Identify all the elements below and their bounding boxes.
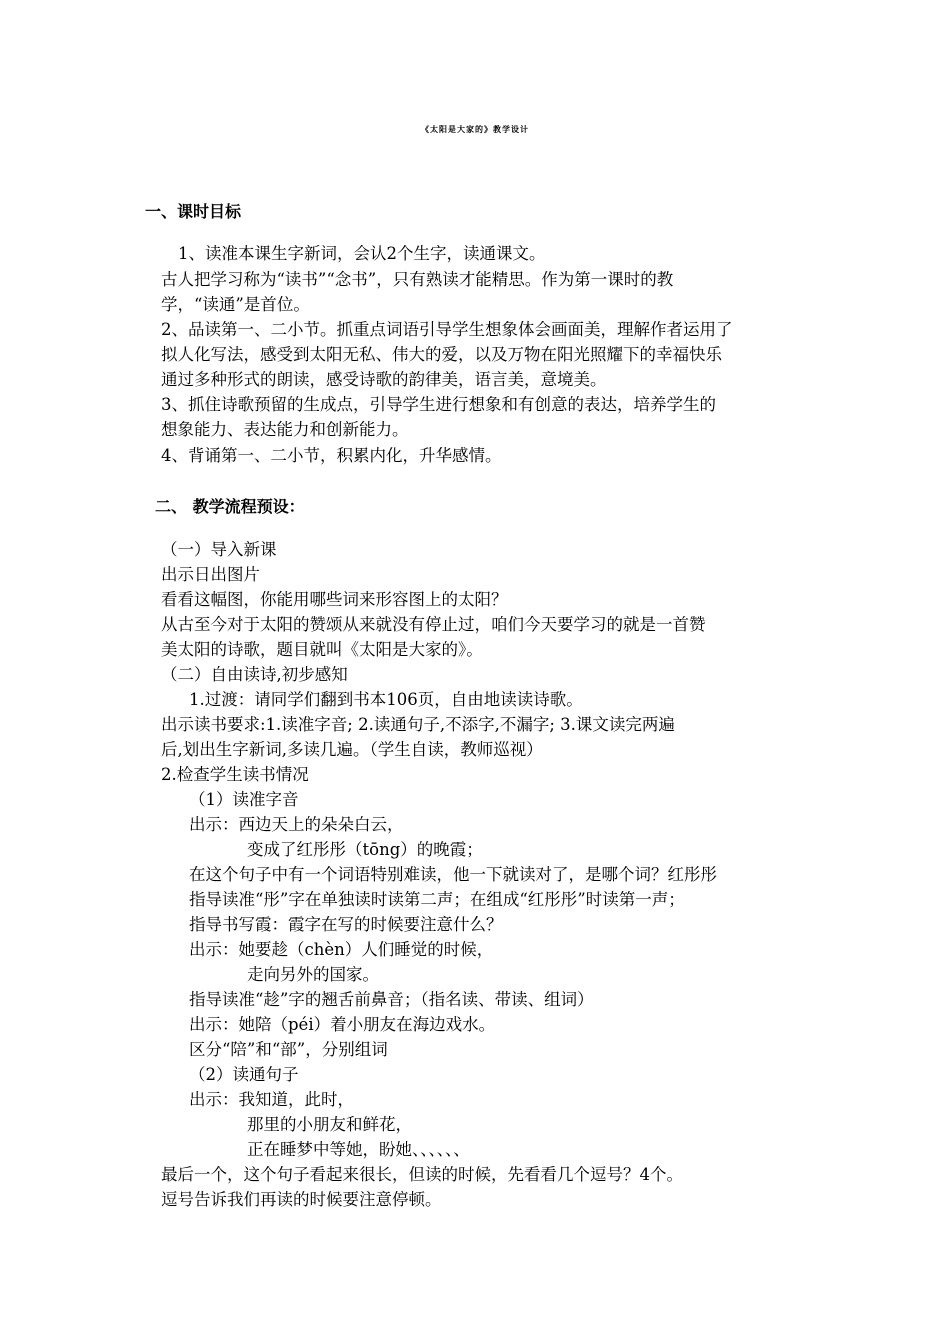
s2-line-21: 区分“陪”和“部”，分别组词 xyxy=(189,1040,388,1059)
s2-line-26: 最后一个，这个句子看起来很长，但读的时候，先看看几个逗号？4个。 xyxy=(161,1165,683,1184)
s2-line-23: 出示：我知道，此时， xyxy=(189,1090,354,1109)
s2-line-10: 2.检查学生读书情况 xyxy=(161,765,309,784)
s2-line-9: 后,划出生字新词,多读几遍。（学生自读，教师巡视） xyxy=(161,740,543,759)
s2-line-14: 在这个句子中有一个词语特别难读，他一下就读对了，是哪个词？红彤彤 xyxy=(189,865,717,884)
s1-line-8: 想象能力、表达能力和创新能力。 xyxy=(161,420,409,439)
s2-line-7: 1.过渡：请同学们翻到书本106页，自由地读读诗歌。 xyxy=(189,690,583,709)
s2-line-4: 从古至今对于太阳的赞颂从来就没有停止过，咱们今天要学习的就是一首赞 xyxy=(161,615,706,634)
s1-line-4: 2、品读第一、二小节。抓重点词语引导学生想象体会画面美，理解作者运用了 xyxy=(161,320,733,339)
s2-line-13: 变成了红彤彤（tōng）的晚霞； xyxy=(247,840,483,859)
s1-line-6: 通过多种形式的朗读，感受诗歌的韵律美，语言美，意境美。 xyxy=(161,370,607,389)
s1-line-2: 古人把学习称为“读书”“念书”，只有熟读才能精思。作为第一课时的教 xyxy=(161,270,674,289)
s2-line-5: 美太阳的诗歌，题目就叫《太阳是大家的》。 xyxy=(161,640,483,659)
s2-line-8: 出示读书要求:1.读准字音; 2.读通句子,不添字,不漏字; 3.课文读完两遍 xyxy=(161,715,675,734)
s2-line-2: 出示日出图片 xyxy=(161,565,260,584)
s1-line-9: 4、背诵第一、二小节，积累内化，升华感情。 xyxy=(161,446,502,465)
s2-line-1: （一）导入新课 xyxy=(161,540,277,559)
s2-line-27: 逗号告诉我们再读的时候要注意停顿。 xyxy=(161,1190,442,1209)
s2-line-17: 出示：她要趁（chèn）人们睡觉的时候， xyxy=(189,940,494,959)
section-1-heading: 一、课时目标 xyxy=(145,202,242,221)
s2-line-12: 出示：西边天上的朵朵白云， xyxy=(189,815,404,834)
s2-line-19: 指导读准“趁”字的翘舌前鼻音；（指名读、带读、组词） xyxy=(189,990,594,1009)
section-2-heading: 二、 教学流程预设： xyxy=(155,497,305,516)
s1-line-1: 1、读准本课生字新词，会认2个生字，读通课文。 xyxy=(178,244,546,263)
s2-line-18: 走向另外的国家。 xyxy=(247,965,379,984)
s2-line-20: 出示：她陪（péi）着小朋友在海边戏水。 xyxy=(189,1015,496,1034)
s2-line-16: 指导书写霞：霞字在写的时候要注意什么？ xyxy=(189,915,503,934)
s1-line-3: 学，“读通”是首位。 xyxy=(161,295,310,314)
s1-line-7: 3、抓住诗歌预留的生成点，引导学生进行想象和有创意的表达，培养学生的 xyxy=(161,395,716,414)
s2-line-22: （2）读通句子 xyxy=(189,1065,299,1084)
s2-line-11: （1）读准字音 xyxy=(189,790,299,809)
s2-line-3: 看看这幅图，你能用哪些词来形容图上的太阳？ xyxy=(161,590,508,609)
s1-line-5: 拟人化写法，感受到太阳无私、伟大的爱，以及万物在阳光照耀下的幸福快乐 xyxy=(161,345,722,364)
s2-line-25: 正在睡梦中等她，盼她、、、、、、 xyxy=(247,1140,470,1159)
s2-line-24: 那里的小朋友和鲜花， xyxy=(247,1115,412,1134)
document-title: 《太阳是大家的》教学设计 xyxy=(421,125,529,134)
s2-line-15: 指导读准“彤”字在单独读时读第二声；在组成“红彤彤”时读第一声； xyxy=(189,890,685,909)
s2-line-6: （二）自由读诗,初步感知 xyxy=(161,665,348,684)
